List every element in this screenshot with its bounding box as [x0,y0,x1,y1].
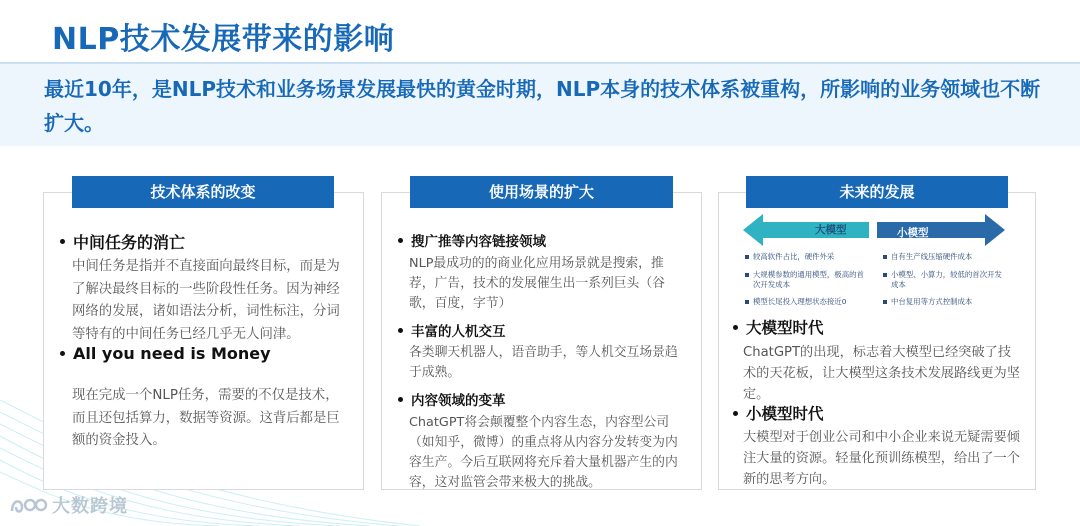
bullet-body: ChatGPT将会颠覆整个内容生态，内容型公司（如知乎，微博）的重点将从内容分发转变为内容生产。今后互联网将充斥着大量机器产生的内容，这对监管会带来极大的挑战。 [409,415,678,490]
page-title: NLP技术发展带来的影响 [52,22,395,57]
diagram-point: 中台复用等方式控制成本 [883,297,1005,307]
diagram-point: 小模型、小算力，较低的首次开发成本 [883,270,1005,290]
bullet-title [398,230,546,250]
bullet-body: NLP最成功的的商业化应用场景就是搜索，推荐，广告，技术的发展催生出一系列巨头（谷歌，百度，字节） [409,256,665,311]
diagram-point: 自有生产线压缩硬件成本 [883,252,1005,262]
bullet-dot-icon [733,325,738,330]
watermark-text: 大数跨境 [52,496,128,517]
bullet-body: ChatGPT的出现，标志着大模型已经突破了技术的天花板，让大模型这条技术发展路线更为坚定。 [743,345,1020,402]
bullet-title [733,316,824,338]
bullet-title-text: 小模型时代 [746,405,824,423]
double-arrow-icon [741,210,1007,250]
watermark-logo-icon [8,493,48,517]
bullet-body: 现在完成一个NLP任务，需要的不仅是技术，而且还包括算力，数据等资源。这背后都是巨额的资金投入。 [72,388,340,448]
bullet-title [733,402,824,424]
panel-heading-tech-system: 技术体系的改变 [72,176,334,208]
bullet-body: 中间任务是指并不直接面向最终目标，而是为了解决最终目标的一些阶段性任务。因为神经网络的发展，诸如语法分析，词性标注，分词等特有的中间任务已经几乎无人问津。 [72,259,340,342]
arrow-label-large-model: 大模型 [815,224,847,236]
panel-heading-future: 未来的发展 [746,176,1008,208]
bullet-title-text: 中间任务的消亡 [73,233,186,252]
bullet-dot-icon [398,328,403,333]
bullet-title [60,230,185,253]
panel-heading-use-cases: 使用场景的扩大 [410,176,673,208]
bullet-title [398,389,506,409]
diagram-point: 较高软件占比，硬件外采 [745,252,865,262]
diagram-point: 模型长尾投入理想状态接近0 [745,297,870,307]
bullet-dot-icon [398,238,403,243]
bullet-title-text: 大模型时代 [746,319,824,337]
arrow-label-small-model: 小模型 [897,227,929,239]
bullet-body: 各类聊天机器人，语音助手，等人机交互场景趋于成熟。 [409,345,678,380]
bullet-title-text: 丰富的人机交互 [411,324,506,340]
summary-text: 最近10年，是NLP技术和业务场景发展最快的黄金时期，NLP本身的技术体系被重构，所影响的业务领域也不断扩大。 [44,77,1041,135]
model-comparison-diagram [741,210,1007,314]
bullet-dot-icon [733,411,738,416]
bullet-title-text: All you need is Money [73,344,271,363]
bullet-title [60,344,271,363]
bullet-title-text: 内容领域的变革 [411,393,506,409]
bullet-dot-icon [60,351,65,356]
bullet-dot-icon [60,239,65,244]
bullet-dot-icon [398,397,403,402]
bullet-title-text: 搜广推等内容链接领域 [411,234,546,250]
bullet-title [398,320,506,340]
bullet-body: 大模型对于创业公司和中小企业来说无疑需要倾注大量的资源。轻量化预训练模型，给出了一个新的思考方向。 [743,430,1020,487]
diagram-point: 大规模参数的通用模型，极高的首次开发成本 [745,270,870,290]
watermark [8,492,128,518]
